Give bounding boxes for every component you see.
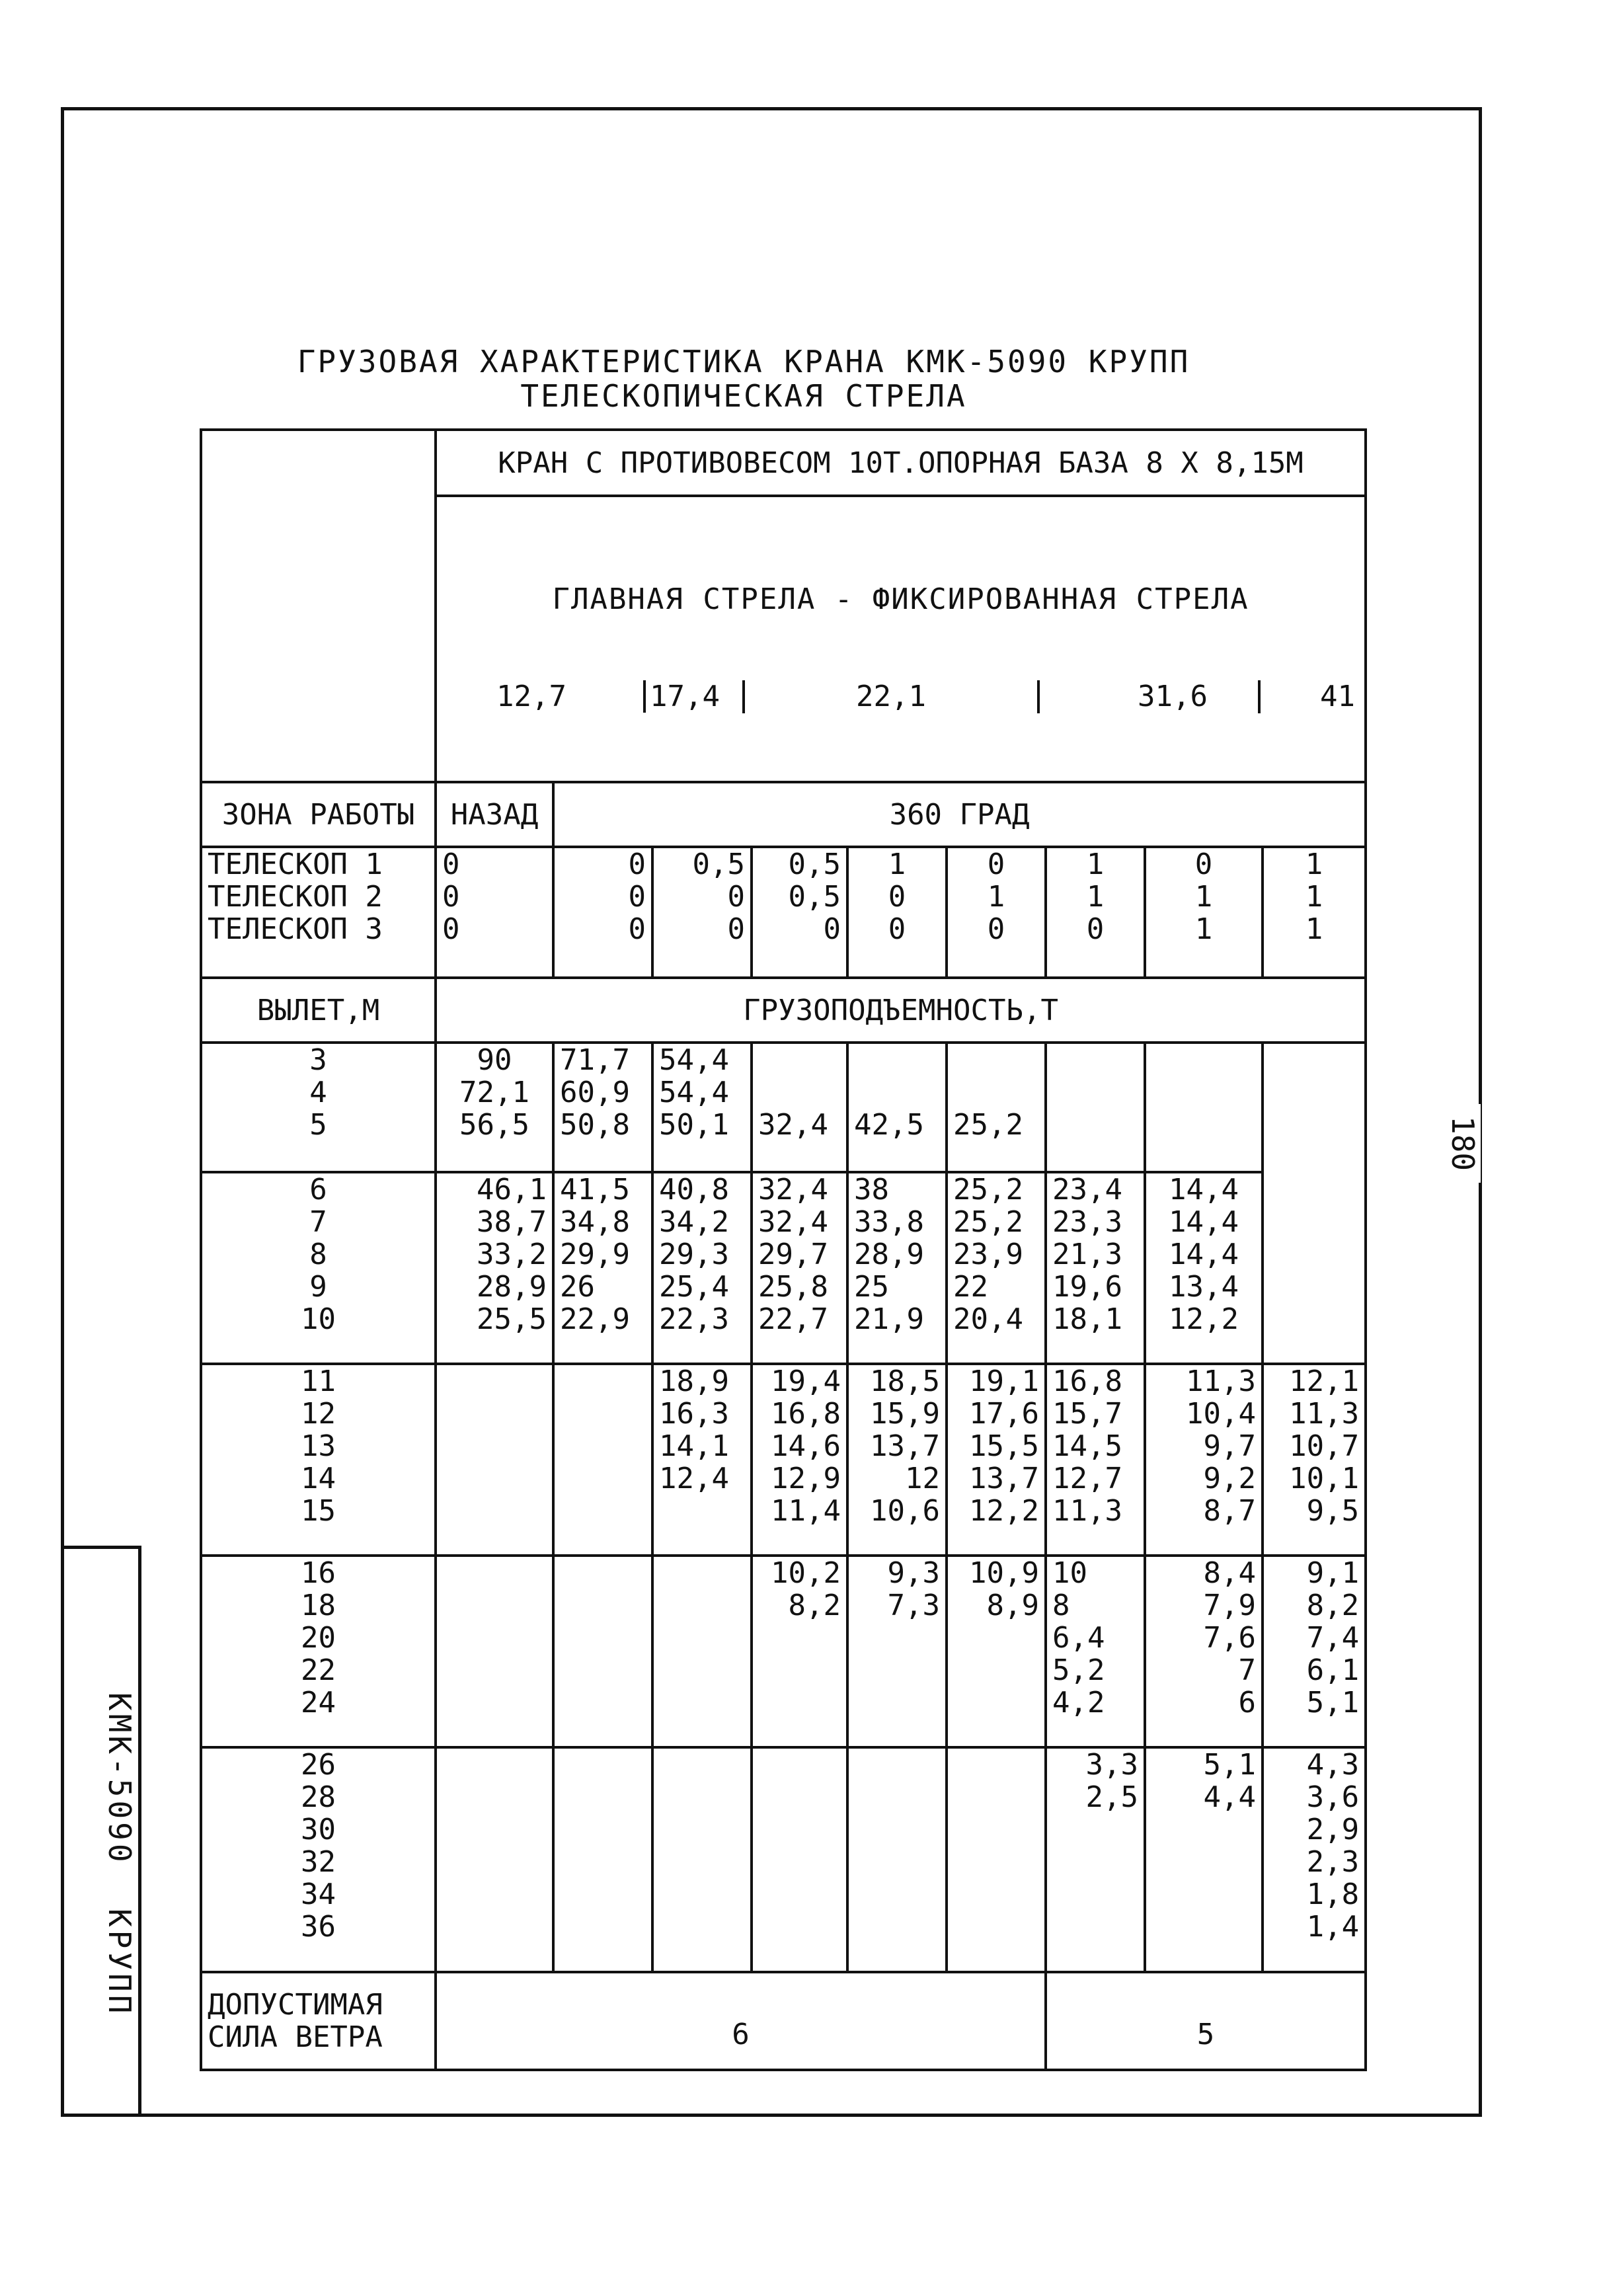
capacity-cell: 41,5 34,8 29,9 26 22,9 (553, 1172, 652, 1364)
capacity-cell: 40,8 34,2 29,3 25,4 22,3 (652, 1172, 752, 1364)
capacity-cell (436, 1364, 553, 1556)
reach-values: 11 12 13 14 15 (201, 1364, 436, 1556)
capacity-cell (947, 1747, 1046, 1972)
load-chart-table (200, 428, 1367, 2071)
wind-label: ДОПУСТИМАЯ СИЛА ВЕТРА (201, 1972, 436, 2070)
reach-values: 6 7 8 9 10 (201, 1172, 436, 1364)
header-corner-cell (201, 430, 436, 782)
boom-divider (1258, 680, 1261, 713)
stamp-text: КМК-5090 КРУПП (102, 1692, 137, 2017)
boom-header-cell (436, 496, 1366, 782)
zone-360: 360 ГРАД (553, 782, 1366, 847)
wind-value: 6 (436, 1972, 1046, 2070)
capacity-cell (1145, 1043, 1263, 1172)
wind-value: 5 (1046, 1972, 1366, 2070)
capacity-cell: 32,4 32,4 29,7 25,8 22,7 (752, 1172, 847, 1364)
reach-values: 3 4 5 (201, 1043, 436, 1172)
boom-length: 22,1 (856, 680, 926, 713)
capacity-cell: 5,1 4,4 (1145, 1747, 1263, 1972)
capacity-cell (1046, 1043, 1145, 1172)
telescope-values: 0,5 0,5 0 (752, 847, 847, 978)
zone-label: ЗОНА РАБОТЫ (201, 782, 436, 847)
boom-lengths-row (437, 680, 1364, 716)
capacity-cell (436, 1747, 553, 1972)
boom-header: ГЛАВНАЯ СТРЕЛА - ФИКСИРОВАННАЯ СТРЕЛА (552, 582, 1249, 616)
capacity-cell: 38 33,8 28,9 25 21,9 (847, 1172, 947, 1364)
telescope-values: 0 1 1 (1145, 847, 1263, 978)
crane-config: КРАН С ПРОТИВОВЕСОМ 10Т.ОПОРНАЯ БАЗА 8 Х 8,15М (436, 430, 1366, 496)
telescope-values: 1 1 0 (1046, 847, 1145, 978)
zone-back: НАЗАД (436, 782, 553, 847)
capacity-cell: 3,3 2,5 (1046, 1747, 1145, 1972)
capacity-cell: 10 8 6,4 5,2 4,2 (1046, 1556, 1145, 1747)
capacity-cell (553, 1364, 652, 1556)
capacity-cell (847, 1747, 947, 1972)
capacity-cell (553, 1747, 652, 1972)
capacity-cell: 10,9 8,9 (947, 1556, 1046, 1747)
telescope-values: 0 0 0 (436, 847, 553, 978)
telescope-values: 0,5 0 0 (652, 847, 752, 978)
capacity-cell: 11,3 10,4 9,7 9,2 8,7 (1145, 1364, 1263, 1556)
capacity-cell: 16,8 15,7 14,5 12,7 11,3 (1046, 1364, 1145, 1556)
page-number: 180 (1445, 1104, 1481, 1183)
document-title: ГРУЗОВАЯ ХАРАКТЕРИСТИКА КРАНА КМК-5090 КРУПП (297, 344, 1190, 379)
capacity-cell: 12,1 11,3 10,7 10,1 9,5 (1263, 1364, 1366, 1556)
capacity-cell: 4,3 3,6 2,9 2,3 1,8 1,4 (1263, 1747, 1366, 1972)
boom-length: 12,7 (496, 680, 566, 713)
capacity-cell: 18,5 15,9 13,7 12 10,6 (847, 1364, 947, 1556)
capacity-cell: 71,7 60,9 50,8 (553, 1043, 652, 1172)
capacity-cell: 46,1 38,7 33,2 28,9 25,5 (436, 1172, 553, 1364)
telescope-values: 1 0 0 (847, 847, 947, 978)
boom-divider (742, 680, 745, 713)
capacity-label: ГРУЗОПОДЪЕМНОСТЬ,Т (436, 978, 1366, 1043)
boom-length: 41 (1320, 680, 1355, 713)
capacity-cell (652, 1556, 752, 1747)
capacity-cell: 8,4 7,9 7,6 7 6 (1145, 1556, 1263, 1747)
boom-divider (1037, 680, 1040, 713)
capacity-cell: 19,1 17,6 15,5 13,7 12,2 (947, 1364, 1046, 1556)
capacity-cell: 18,9 16,3 14,1 12,4 (652, 1364, 752, 1556)
capacity-cell: 54,4 54,4 50,1 (652, 1043, 752, 1172)
telescope-values: 0 0 0 (553, 847, 652, 978)
capacity-cell: 25,2 (947, 1043, 1046, 1172)
capacity-cell (436, 1556, 553, 1747)
capacity-cell: 90 72,1 56,5 (436, 1043, 553, 1172)
capacity-cell: 9,3 7,3 (847, 1556, 947, 1747)
capacity-cell: 42,5 (847, 1043, 947, 1172)
capacity-cell (1263, 1043, 1366, 1364)
reach-label: ВЫЛЕТ,М (201, 978, 436, 1043)
capacity-cell: 23,4 23,3 21,3 19,6 18,1 (1046, 1172, 1145, 1364)
telescope-values: 0 1 0 (947, 847, 1046, 978)
capacity-cell (752, 1747, 847, 1972)
capacity-cell (553, 1556, 652, 1747)
telescope-values: 1 1 1 (1263, 847, 1366, 978)
capacity-cell: 25,2 25,2 23,9 22 20,4 (947, 1172, 1046, 1364)
capacity-cell: 19,4 16,8 14,6 12,9 11,4 (752, 1364, 847, 1556)
document-subtitle: ТЕЛЕСКОПИЧЕСКАЯ СТРЕЛА (520, 378, 967, 414)
capacity-cell: 9,1 8,2 7,4 6,1 5,1 (1263, 1556, 1366, 1747)
capacity-cell (652, 1747, 752, 1972)
telescope-labels: ТЕЛЕСКОП 1 ТЕЛЕСКОП 2 ТЕЛЕСКОП 3 (201, 847, 436, 978)
capacity-cell: 14,4 14,4 14,4 13,4 12,2 (1145, 1172, 1263, 1364)
reach-values: 26 28 30 32 34 36 (201, 1747, 436, 1972)
capacity-cell: 32,4 (752, 1043, 847, 1172)
capacity-cell: 10,2 8,2 (752, 1556, 847, 1747)
boom-length: 17,4 (643, 680, 720, 713)
boom-length: 31,6 (1138, 680, 1208, 713)
reach-values: 16 18 20 22 24 (201, 1556, 436, 1747)
